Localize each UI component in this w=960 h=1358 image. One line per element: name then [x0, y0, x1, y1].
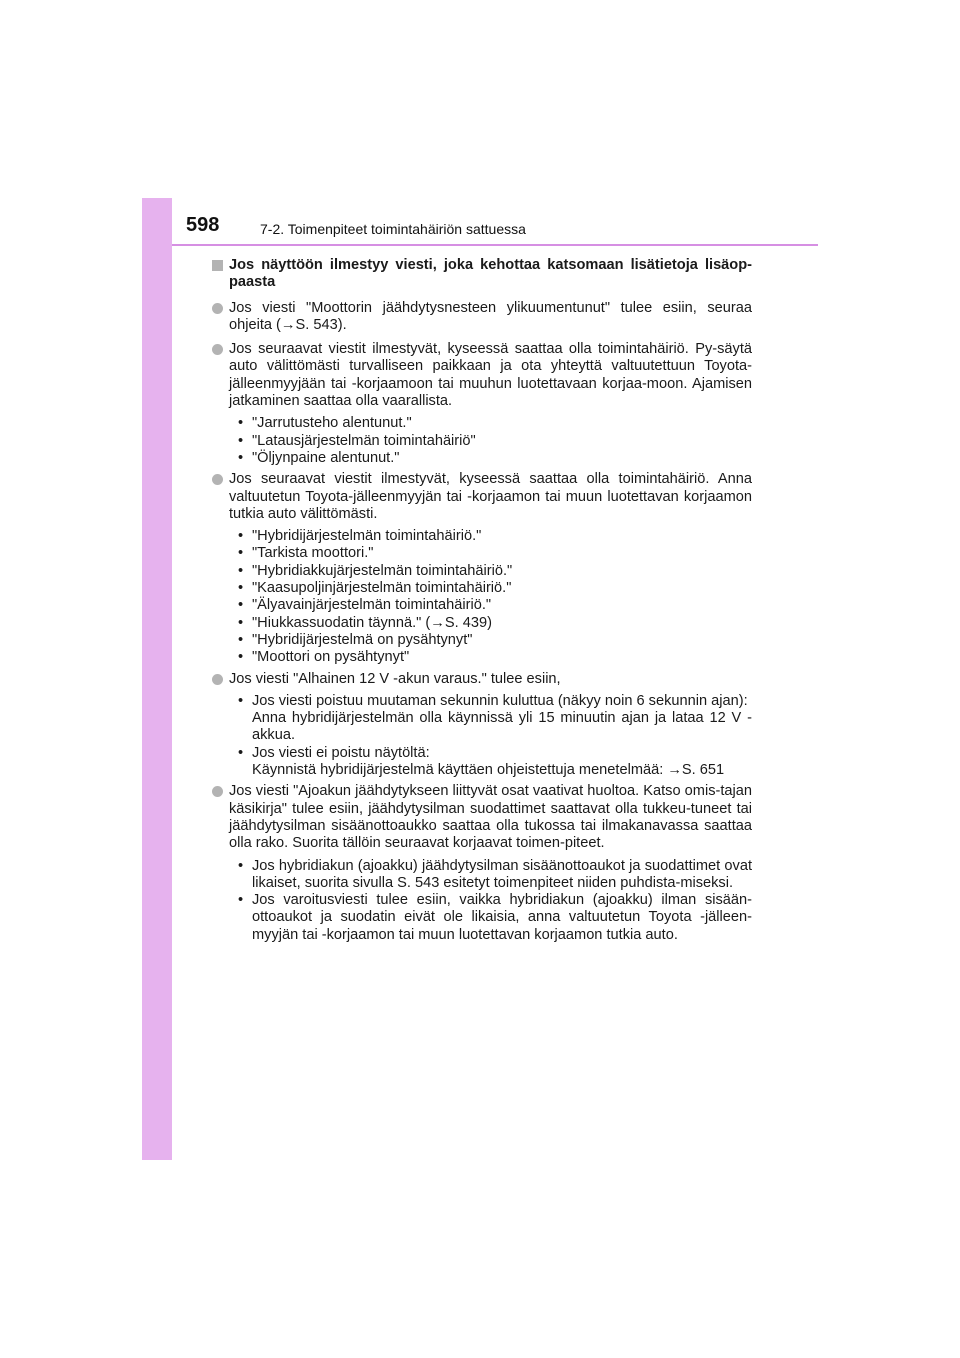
circle-bullet-icon [212, 674, 223, 685]
sub-list [212, 415, 752, 467]
sub-item-detail: Anna hybridijärjestelmän olla käynnissä yli 15 minuutin ajan ja lataa 12 V -akkua. [252, 710, 752, 744]
sub-list [212, 528, 752, 666]
bullet-text: Jos seuraavat viestit ilmestyvät, kyseessä saattaa olla toimintahäiriö. Py-säytä auto välittömästi turvalliseen paikkaan ja ota yhteyttä valtuutettuun Toyota-jälleenmyyjään tai -korjaamoon tai muuhun luotettavaan korjaa-moon. Ajamisen jatkaminen saattaa olla vaarallista. [229, 341, 752, 410]
sub-list-item [229, 450, 752, 467]
small-bullet-icon: • [238, 432, 244, 449]
bullet-item [212, 471, 752, 523]
header-rule [172, 244, 818, 246]
small-bullet-icon: • [238, 631, 244, 648]
sub-list-item [229, 892, 752, 944]
circle-bullet-icon [212, 344, 223, 355]
circle-bullet-icon [212, 474, 223, 485]
sub-item-text: "Kaasupoljinjärjestelmän toimintahäiriö." [252, 580, 512, 597]
circle-bullet-icon [212, 786, 223, 797]
sub-list [212, 693, 752, 779]
sub-list-item [229, 632, 752, 649]
small-bullet-icon: • [238, 528, 244, 545]
small-bullet-icon: • [238, 449, 244, 466]
heading-text: Jos näyttöön ilmestyy viesti, joka kehottaa katsomaan lisätietoja lisäop-paasta [229, 257, 752, 291]
circle-bullet-icon [212, 303, 223, 314]
sub-item-text: "Latausjärjestelmän toimintahäiriö" [252, 432, 476, 449]
sub-list-item [229, 433, 752, 450]
sub-item-text: Jos varoitusviesti tulee esiin, vaikka hybridiakun (ajoakku) ilman sisään-ottoaukot ja suodatin eivät ole likaisia, anna valtuutetun Toyota -jälleen-myyjän tai -korjaamon tai muun luotettavan korjaamon tutkia auto. [252, 892, 752, 943]
sub-list-item [229, 563, 752, 580]
small-bullet-icon: • [238, 580, 244, 597]
bullet-text: Jos seuraavat viestit ilmestyvät, kyseessä saattaa olla toimintahäiriö. Anna valtuutetun Toyota-jälleenmyyjän tai -korjaamon tai muun luotettavan korjaamon tutkia auto välittömästi. [229, 471, 752, 522]
page-side-tab [142, 198, 172, 1160]
sub-list-item [229, 649, 752, 666]
sub-list-item [229, 545, 752, 562]
small-bullet-icon: • [238, 649, 244, 666]
sub-list [212, 858, 752, 944]
sub-item-text: "Älyavainjärjestelmän toimintahäiriö." [252, 597, 492, 614]
sub-item-text: "Hybridijärjestelmä on pysähtynyt" [252, 631, 473, 648]
small-bullet-icon: • [238, 857, 244, 874]
small-bullet-icon: • [238, 614, 244, 631]
sub-item-text: Jos viesti poistuu muutaman sekunnin kuluttua (näkyy noin 6 sekunnin ajan): [252, 692, 748, 709]
bullet-text: Jos viesti "Ajoakun jäähdytykseen liittyvät osat vaativat huoltoa. Katso omis-tajan käsikirja" tulee esiin, jäähdytysilman suodattimet saattavat olla tukkeu-tuneet tai jäähdytysilman sisäänottoaukko saattaa olla tukossa tai ilmakanavassa saattaa olla rako. Suorita tällöin seuraavat korjaavat toimen-piteet. [229, 783, 752, 852]
square-marker-icon [212, 260, 223, 271]
page-number: 598 [186, 214, 220, 236]
sub-item-text: Jos viesti ei poistu näytöltä: [252, 744, 430, 761]
section-heading [212, 257, 752, 292]
sub-item-detail: Käynnistä hybridijärjestelmä käyttäen ohjeistettuja menetelmää: →S. 651 [252, 762, 725, 779]
sub-list-item [229, 597, 752, 614]
sub-item-text: "Hybridiakkujärjestelmän toimintahäiriö." [252, 562, 513, 579]
small-bullet-icon: • [238, 744, 244, 761]
sub-item-text: "Tarkista moottori." [252, 545, 374, 562]
bullet-list [212, 300, 752, 944]
content-body [212, 257, 752, 948]
small-bullet-icon: • [238, 562, 244, 579]
sub-item-text: "Moottori on pysähtynyt" [252, 649, 410, 666]
bullet-text: Jos viesti "Alhainen 12 V -akun varaus." tulee esiin, [229, 670, 561, 687]
section-title: 7-2. Toimenpiteet toimintahäiriön sattuessa [260, 221, 526, 237]
small-bullet-icon: • [238, 545, 244, 562]
sub-list-item [229, 858, 752, 893]
sub-list-item [229, 693, 752, 745]
bullet-item [212, 671, 752, 688]
bullet-item [212, 341, 752, 410]
sub-list-item [229, 580, 752, 597]
sub-list-item [229, 745, 752, 780]
sub-item-text: "Hybridijärjestelmän toimintahäiriö." [252, 528, 482, 545]
sub-list-item [229, 615, 752, 632]
sub-item-text: "Hiukkassuodatin täynnä." (→S. 439) [252, 614, 492, 631]
sub-item-text: "Jarrutusteho alentunut." [252, 415, 412, 432]
small-bullet-icon: • [238, 415, 244, 432]
sub-list-item [229, 415, 752, 432]
small-bullet-icon: • [238, 892, 244, 909]
small-bullet-icon: • [238, 692, 244, 709]
sub-item-text: "Öljynpaine alentunut." [252, 449, 400, 466]
bullet-item [212, 300, 752, 335]
sub-item-text: Jos hybridiakun (ajoakku) jäähdytysilman sisäänottoaukot ja suodattimet ovat likaiset, suorita sivulla S. 543 esitetyt toimenpiteet niiden puhdista-miseksi. [252, 857, 752, 891]
small-bullet-icon: • [238, 597, 244, 614]
sub-list-item [229, 528, 752, 545]
bullet-item [212, 783, 752, 852]
bullet-text: Jos viesti "Moottorin jäähdytysnesteen ylikuumentunut" tulee esiin, seuraa ohjeita (→S. 543). [229, 299, 752, 333]
